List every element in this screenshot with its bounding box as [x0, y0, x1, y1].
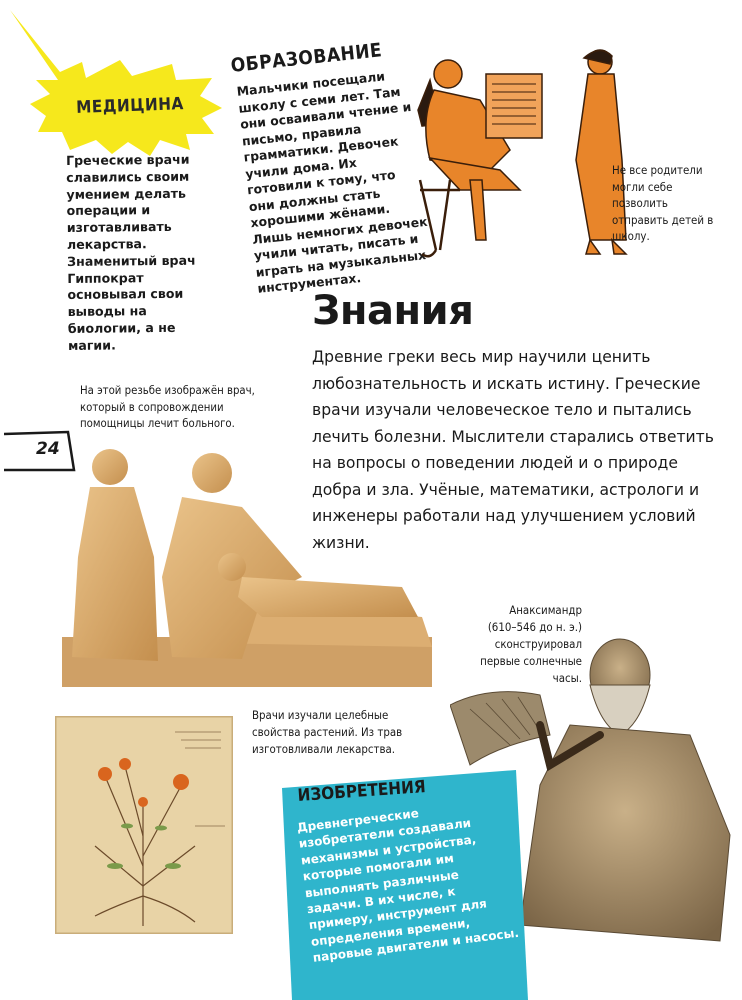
anaximander-name: Анаксимандр — [509, 603, 582, 617]
education-title: ОБРАЗОВАНИЕ — [229, 39, 384, 77]
anaximander-years: (610–546 до н. э.) — [487, 620, 582, 634]
vase-painting-illustration — [400, 40, 645, 262]
relief-sculpture-image — [62, 447, 432, 691]
inventions-text: Древнегреческие изобретатели создавали механизмы и устройства, которые помогали им выполнять различные задачи. В их числе, к примеру, инструмент для определения времени, паровые двигатели и насосы. — [296, 806, 520, 966]
medicine-text: Греческие врачи славились своим умением делать операции и изготавливать лекарства. Знаменитый врач Гиппократ основывал свои выводы на биологии, а не магии. — [66, 151, 196, 353]
main-body-text: Древние греки весь мир научили ценить любознательность и искать истину. Греческие врачи изучали человеческое тело и пытались лечить болезни. Мыслители старались ответить на вопросы о поведении людей и о природе добра и зла. Учёные, математики, астрологи и инженеры работали над улучшением условий жизни. — [312, 348, 714, 552]
page-number: 24 — [36, 439, 60, 459]
burst-shape — [10, 10, 222, 156]
inventions-title: ИЗОБРЕТЕНИЯ — [297, 777, 427, 806]
relief-assistant — [72, 449, 158, 661]
stool — [420, 180, 460, 256]
plants-caption: Врачи изучали целебные свойства растений. Из трав изготовливали лекарства. — [252, 708, 403, 756]
mosaic-figure — [520, 639, 730, 941]
vase-caption: Не все родители могли себе позволить отправить детей в школу. — [612, 163, 714, 243]
anaximander-desc: сконструировал первые солнечные часы. — [480, 637, 582, 685]
education-text: Мальчики посещали школу с семи лет. Там они осваивали чтение и письмо, правила грамматики. Девочек учили дома. Их готовили к тому, что они должны стать хорошими жёнами. Лишь немногих девочек учили читать, писать и играть на музыкальных инструментах. — [236, 68, 429, 296]
relief-caption: На этой резьбе изображён врач, который в сопровождении помощницы лечит больного. — [80, 384, 255, 430]
manuscript-paper — [55, 716, 233, 934]
medicine-title: МЕДИЦИНА — [75, 94, 185, 118]
herbal-manuscript-image — [55, 716, 233, 934]
mosaic-sundial — [450, 692, 550, 765]
page-title: Знания — [312, 288, 474, 334]
medicine-burst — [0, 0, 240, 160]
scroll — [486, 74, 542, 138]
